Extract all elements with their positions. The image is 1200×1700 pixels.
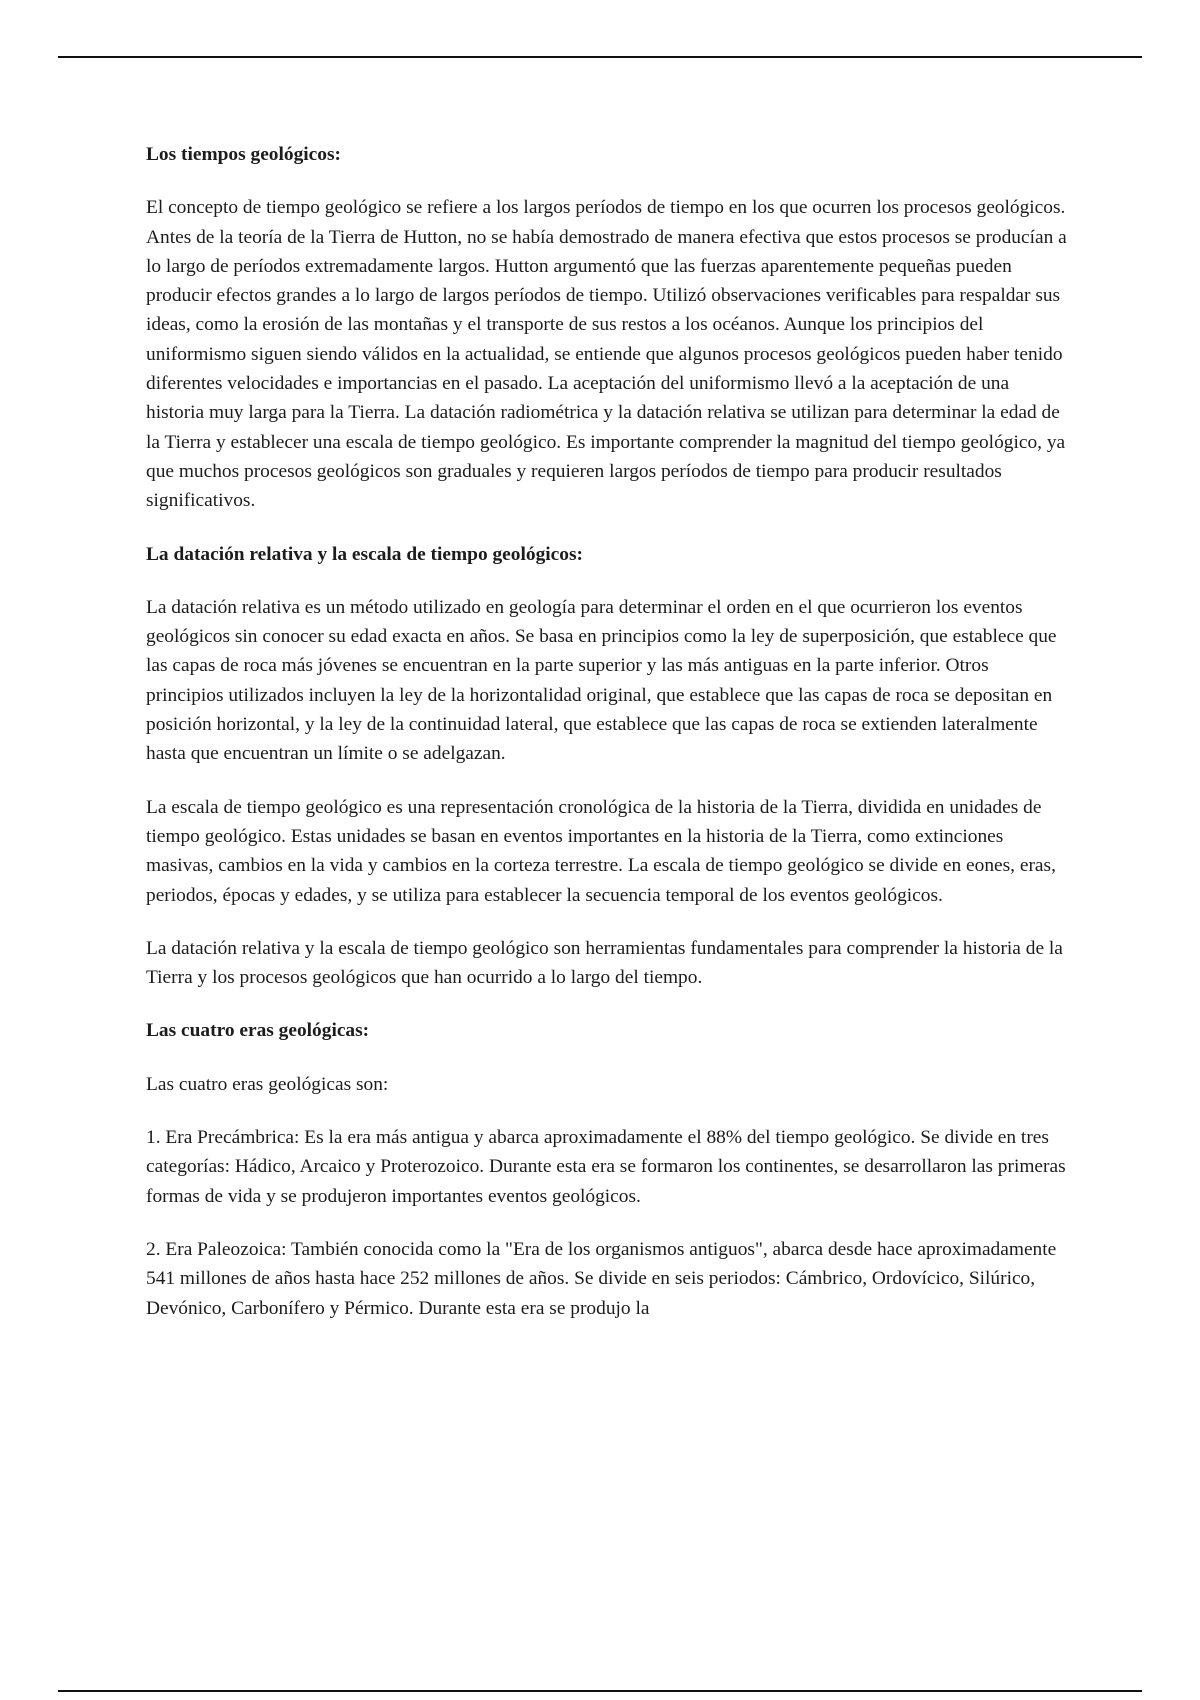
paragraph: El concepto de tiempo geológico se refiere a los largos períodos de tiempo en los que ocurren los procesos geológicos. Antes de la teoría de la Tierra de Hutton, no se había demostrado de manera efectiva que estos procesos se producían a lo largo de períodos extremadamente largos. Hutton argumentó que las fuerzas aparentemente pequeñas pueden producir efectos grandes a lo largo de largos períodos de tiempo. Utilizó observaciones verificables para respaldar sus ideas, como la erosión de las montañas y el transporte de sus restos a los océanos. Aunque los principios del uniformismo siguen siendo válidos en la actualidad, se entiende que algunos procesos geológicos pueden haber tenido diferentes velocidades e importancias en el pasado. La aceptación del uniformismo llevó a la aceptación de una historia muy larga para la Tierra. La datación radiométrica y la datación relativa se utilizan para determinar la edad de la Tierra y establecer una escala de tiempo geológico. Es importante comprender la magnitud del tiempo geológico, ya que muchos procesos geológicos son graduales y requieren largos períodos de tiempo para producir resultados significativos. — [146, 197, 1067, 512]
paragraph: La escala de tiempo geológico es una representación cronológica de la historia de la Tierra, dividida en unidades de tiempo geológico. Estas unidades se basan en eventos importantes en la historia de la Tierra, como extinciones masivas, cambios en la vida y cambios en la corteza terrestre. La escala de tiempo geológico se divide en eones, eras, periodos, épocas y edades, y se utiliza para establecer la secuencia temporal de los eventos geológicos. — [146, 796, 1056, 906]
section-heading: Los tiempos geológicos: — [146, 144, 341, 165]
document-body — [146, 140, 1068, 1347]
section-heading: La datación relativa y la escala de tiempo geológicos: — [146, 543, 583, 565]
footer-rule — [58, 1690, 1142, 1692]
paragraph: La datación relativa es un método utilizado en geología para determinar el orden en el que ocurrieron los eventos geológicos sin conocer su edad exacta en años. Se basa en principios como la ley de superposición, que establece que las capas de roca más jóvenes se encuentran en la parte superior y las más antiguas en la parte inferior. Otros principios utilizados incluyen la ley de la horizontalidad original, que establece que las capas de roca se depositan en posición horizontal, y la ley de la continuidad lateral, que establece que las capas de roca se extienden lateralmente hasta que encuentran un límite o se adelgazan. — [146, 596, 1057, 765]
paragraph: Las cuatro eras geológicas son: — [146, 1073, 389, 1095]
paragraph: La datación relativa y la escala de tiempo geológico son herramientas fundamentales para comprender la historia de la Tierra y los procesos geológicos que han ocurrido a lo largo del tiempo. — [146, 937, 1063, 989]
list-item: 1. Era Precámbrica: Es la era más antigua y abarca aproximadamente el 88% del tiempo geológico. Se divide en tres categorías: Hádico, Arcaico y Proterozoico. Durante esta era se formaron los continentes, se desarrollaron las primeras formas de vida y se produjeron importantes eventos geológicos. — [146, 1127, 1066, 1207]
header-rule — [58, 56, 1142, 58]
list-item: 2. Era Paleozoica: También conocida como la "Era de los organismos antiguos", abarca desde hace aproximadamente 541 millones de años hasta hace 252 millones de años. Se divide en seis periodos: Cámbrico, Ordovícico, Silúrico, Devónico, Carbonífero y Pérmico. Durante esta era se produjo la — [146, 1238, 1057, 1319]
section-heading: Las cuatro eras geológicas: — [146, 1020, 370, 1042]
